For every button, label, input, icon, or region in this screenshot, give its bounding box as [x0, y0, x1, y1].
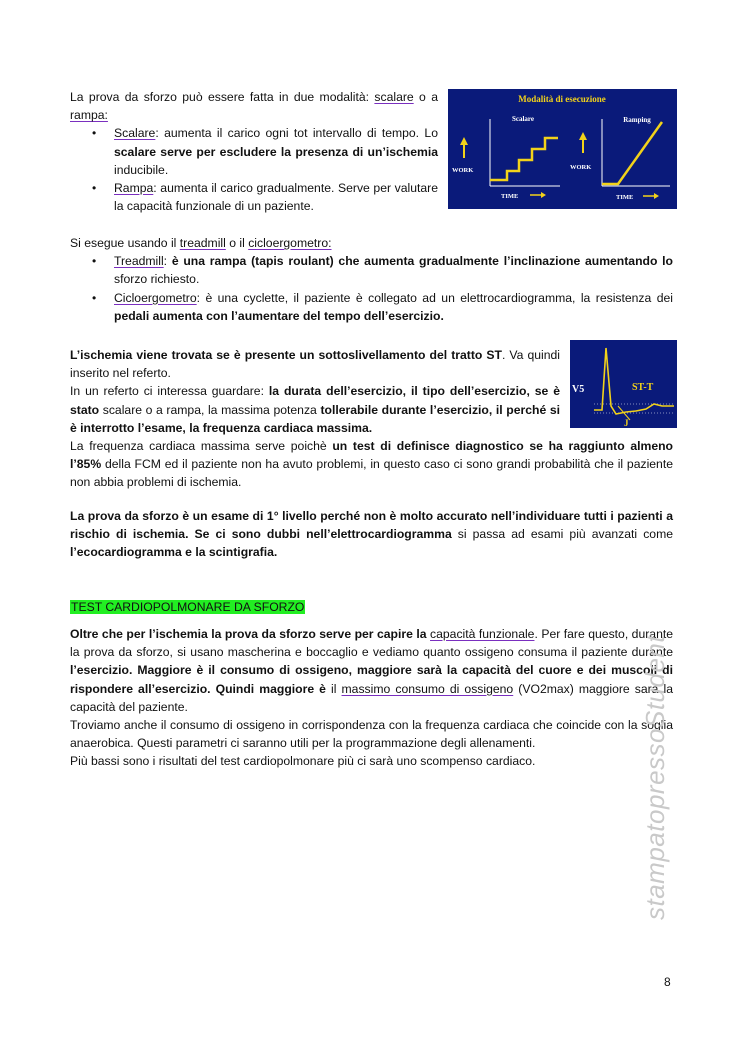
- watermark: stampatopressoStudent: [640, 634, 670, 920]
- modalita-section: [70, 88, 438, 215]
- work-label-right: WORK: [570, 164, 592, 171]
- work-label-left: WORK: [452, 167, 474, 174]
- modalita-figure: [448, 89, 677, 209]
- ecg-j-label: J: [624, 418, 629, 428]
- figure-label-scalare: Scalare: [511, 115, 535, 123]
- page-number: 8: [664, 975, 671, 989]
- modalita-intro: La prova da sforzo può essere fatta in due modalità: scalare o a rampa:: [70, 90, 438, 123]
- heading-text: TEST CARDIOPOLMONARE DA SFORZO: [71, 600, 305, 614]
- link-scalare: scalare: [374, 90, 414, 104]
- ecg-lead-label: V5: [572, 384, 585, 395]
- fcm-paragraph: La frequenza cardiaca massima serve poichè un test di definisce diagnostico se ha raggiunto almeno l’85% della FCM ed il paziente non ha avuto problemi, in questo caso ci sono grandi probabilità che il paziente non abbia problemi di ischemia.: [70, 439, 674, 490]
- ecg-st-label: ST-T: [632, 382, 654, 393]
- link-cicloergometro: cicloergometro:: [248, 236, 332, 250]
- section-heading: [70, 598, 673, 616]
- strumenti-intro: Si esegue usando il treadmill o il cicloergometro:: [70, 236, 332, 250]
- modalita-list: [70, 124, 438, 215]
- cardiopolmonare-section: Oltre che per l’ischemia la prova da sforzo serve per capire la capacità funzionale. Per fare questo, durante la prova da sforzo, si usano mascherina e boccaglio e vediamo quanto ossigeno consuma il paziente durante l’esercizio. Maggiore è il consumo di ossigeno, maggiore sarà la capacità del cuore e dei muscoli di rispondere all’esercizio. Quindi maggiore è il massimo consumo di ossigeno (VO2max) maggiore sarà la capacità del paziente. Troviamo anche il consumo di ossigeno in corrispondenza con la frequenza cardiaca che coincide con la soglia anaerobica. Questi parametri ci saranno utili per la programmazione degli allenamenti. Più bassi sono i risultati del test cardiopolmonare più ci sarà uno scompenso cardiaco.: [70, 625, 673, 771]
- link-capacita-funzionale: capacità funzionale: [430, 627, 535, 641]
- strumenti-list: [70, 252, 673, 325]
- scompenso-paragraph: Più bassi sono i risultati del test cardiopolmonare più ci sarà uno scompenso cardiaco.: [70, 754, 536, 769]
- time-label-right: TIME: [616, 194, 634, 201]
- primo-livello-paragraph: La prova da sforzo è un esame di 1° livello perché non è molto accurato nell’individuare tutti i pazienti a rischio di ischemia. Se ci sono dubbi nell’elettrocardiogramma si passa ad esami più avanzati come l’ecocardiogramma e la scintigrafia.: [70, 509, 673, 560]
- strumenti-section: [70, 234, 673, 325]
- link-treadmill: treadmill: [179, 236, 226, 250]
- soglia-paragraph: Troviamo anche il consumo di ossigeno in corrispondenza con la frequenza cardiaca che coincide con la soglia anaerobica. Questi parametri ci saranno utili per la programmazione degli allenamenti.: [70, 718, 673, 751]
- ramp-line: [602, 122, 662, 184]
- ecg-figure: [570, 340, 677, 428]
- list-item: • Scalare: aumenta il carico ogni tot intervallo di tempo. Lo scalare serve per escludere la presenza di un’ischemia inducibile.: [70, 124, 438, 179]
- link-massimo-consumo: massimo consumo di ossigeno: [341, 681, 514, 696]
- figure-label-ramping: Ramping: [623, 116, 651, 124]
- figure-title: Modalità di esecuzione: [518, 94, 606, 104]
- link-rampa: rampa:: [70, 108, 108, 123]
- staircase-line: [490, 138, 558, 180]
- list-item: • Cicloergometro: è una cyclette, il paziente è collegato ad un elettrocardiogramma, la resistenza dei pedali aumenta con l’aumentare del tempo dell’esercizio.: [70, 289, 673, 325]
- list-item: • Treadmill: è una rampa (tapis roulant) che aumenta gradualmente l’inclinazione aumentando lo sforzo richiesto.: [70, 252, 673, 288]
- ischemia-section: L’ischemia viene trovata se è presente un sottoslivellamento del tratto ST. Va quindi inserito nel referto. In un referto ci interessa guardare: la durata dell’esercizio, il tipo dell’esercizio, se è stato scalare o a rampa, la massima potenza tollerabile durante l’esercizio, il perché si è interrotto l’esame, la frequenza cardiaca massima.: [70, 348, 561, 435]
- list-item: • Rampa: aumenta il carico gradualmente. Serve per valutare la capacità funzionale di un paziente.: [70, 179, 438, 215]
- time-label-left: TIME: [501, 193, 519, 200]
